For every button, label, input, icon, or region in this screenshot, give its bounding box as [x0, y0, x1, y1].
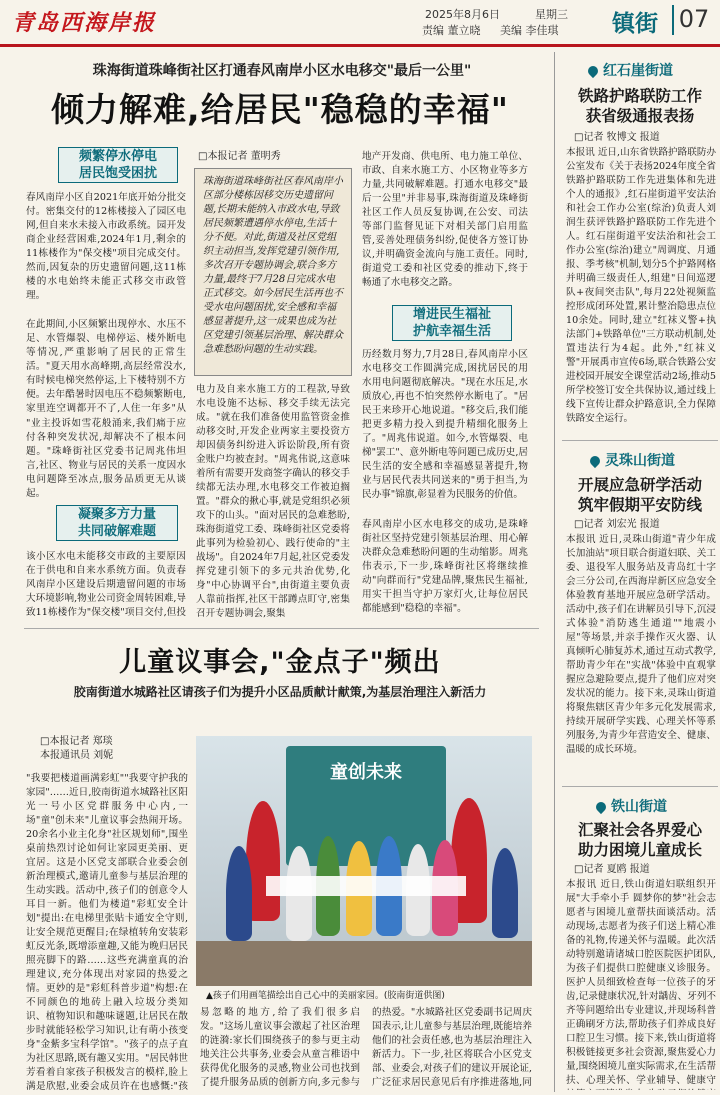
lead-subhead-3 — [392, 305, 512, 341]
second-byline-reporter: □本报记者 郑琰 — [40, 736, 113, 747]
lead-kicker: 珠海街道珠峰街社区打通春风南岸小区水电移交"最后一公里" — [92, 63, 472, 79]
subhead-line: 频繁停水停电 — [78, 149, 157, 164]
lead-col1-para1: 春风南岸小区自2021年底开始分批交付。密集交付的12栋楼接入了园区电网,但自来水未接入市政系统。园开发商企业经营困难,2024年1月,剩余的11栋楼作为"保交楼"项目完成交付。然而,因复杂的历史遗留问题,这11栋楼的水电始终未能正式移交市政管理。 — [26, 192, 186, 301]
side1-byline: □记者 牧博文 报道 — [574, 132, 660, 143]
side2-headline — [560, 475, 720, 515]
headline-line: 获省级通报表扬 — [585, 107, 695, 125]
lead-col1-para2: 在此期间,小区频繁出现停水、水压不足、水管爆裂、电梯停运、楼外断电等情况,严重影响了居民的正常生活。"夏天用水高峰期,高层经常没水,有时候电梯突然停运,上下楼特别不方便。去年酷暑时因电压不稳频繁断电,家里连空调都开不了,人住一年多"从 — [26, 319, 186, 414]
side1-body: 本报讯 近日,山东省铁路护路联防办公室发布《关于表扬2024年度全省铁路护路联防工作先进集体和先进个人的通报》,红石崖街道平安法治和社会工作办公室(综治)负责人刘润生获评铁路护路联防工作先进个人。红石崖街道平安法治和社会工作办公室(综治)建立"周调度、月通报、季考核"机制,划分5个护路网格并明确三级责任人,组建"日间巡逻队+夜间突击队",每月22处视频监控形成闭环处置,累计整治隐患点位10余处。同时,建立"红袜义警+执法部门+铁路单位"三方联动机制,处置违法行为4起。此外,"红袜义警"开展禹市宣传6场,联合铁路公安进校园开展安全课堂活动2场,推动5所学校签订安全共保协议,通过线上线下宣传让群众护路意识,全力保障铁路安全运行。 — [566, 147, 716, 424]
drawings — [266, 876, 466, 896]
headline-line: 铁路护路联防工作 — [577, 87, 702, 105]
issue-weekday: 星期三 — [535, 8, 568, 21]
newspaper-logo: 青岛西海岸报 — [12, 10, 157, 36]
caption-text: 孩子们用画笔描绘出自己心中的美丽家园。(胶南街道供图) — [212, 991, 445, 1001]
side2-body: 本报讯 近日,灵珠山街道"青少年成长加油站"项目联合街道妇联、关工委、退役军人服务站及青岛红十字会三分公司,在西海岸新区应急安全体验教育基地开展应急研学活动。活动中,孩子们在讲解员引导下,沉浸式体验"消防逃生通道""地震小屋"等场景,并亲手操作灭火器、认真倾听心肺复苏术,通过互动式教学,帮助青少年在"实战"体验中直观掌握应急避险要点,提升了他们应对突发状况的能力。接下来,灵珠山街道将聚焦辖区青少年多元化发展需求,持续开展研学实践、心理关怀等系列服务,为青少年营造安全、健康、温暖的成长环境。 — [566, 534, 716, 755]
side3-body: 本报讯 近日,铁山街道妇联组织开展"大手牵小手 圆梦你的梦"社会志愿者与困境儿童帮扶面谈活动。活动现场,志愿者为孩子们送上精心准备的礼物,传递关怀与温暖。此次活动特别邀请诸城口腔医院医护团队,为孩子们提供口腔健康义诊服务。医护人员细致检查每一位孩子的牙齿,记录健康状况,针对龋齿、牙列不齐等问题给出专业建议,并现场科普正确刷牙方法,帮助孩子们养成良好口腔卫生习惯。接下来,铁山街道将积极链接更多社会资源,聚焦爱心力量,围绕困境儿童实际需求,在生活帮扶、心理关怀、学业辅导、健康守 — [566, 879, 716, 1086]
designer-credit: 美编 李佳琪 — [500, 24, 559, 37]
masthead — [0, 0, 720, 47]
child — [492, 848, 518, 938]
child — [226, 846, 252, 941]
headline-line: 筑牢假期平安防线 — [577, 496, 702, 514]
floor — [196, 941, 532, 986]
issue-date: 2025年8月6日 — [425, 8, 500, 21]
side-separator — [562, 786, 718, 787]
lead-byline: □本报记者 董明秀 — [198, 151, 281, 162]
side2-byline: □记者 刘宏光 报道 — [574, 519, 660, 530]
location-pin-icon — [588, 454, 602, 468]
lead-col3-para1: 地产开发商、供电所、电力施工单位、市政、自来水施工方、小区物业等多方力量,共同破解难题。打通水电移交"最后一公里"并非易事,珠海街道及珠峰街社区工作人员反复协调,在公安、司法等部门监督见证下对相关部门启用监管,妥善处理债务纠纷,促使各方签订协议,并明确资金流向与施工责任。同时,街道党工委和社区党委的推动下,终于畅通了水电移交之路。 — [362, 151, 528, 288]
editor-credit: 责编 董立晓 — [422, 24, 481, 37]
headline-line: 助力困境儿童成长 — [577, 841, 702, 859]
photo-caption — [206, 990, 532, 1003]
second-kicker: 胶南街道水城路社区请孩子们为提升小区品质献计献策,为基层治理注入新活力 — [73, 685, 487, 699]
side1-headline — [560, 86, 720, 126]
second-col2-text: 易忽略的地方,给了我们很多启发。"这场儿童议事会激起了社区治理的涟漪:家长们围绕孩子的参与更主动地关注公共事务,业委会从童言稚语中获得优化服务的灵感,物业公司也找到了提升服务品质的创新方向,多元参与 — [200, 1007, 360, 1088]
lead-col3-para2: 历经数月努力,7月28日,春风南岸小区水电移交工作圆满完成,困扰居民的用水用电问题彻底解决。"现在水压足,水质放心,再也不怕突然停水断电了。"居民王来珍开心地说道。"移交后,我们能把更多精力投入到提升精细化服务上了。"周兆伟说道。如今,水管爆裂、电梯"罢工"、意外断电等问题已成历史,居民生活的安全感和幸福感显著提升,物业与居民代表共同送来的"勇于担当,为民办事"锦旗,彰显着为民服务的价值。 — [362, 349, 528, 500]
second-headline: 儿童议事会,"金点子"频出 — [119, 647, 441, 678]
headline-line: 汇聚社会各界爱心 — [577, 821, 702, 839]
story-separator — [24, 628, 539, 629]
subhead-line: 居民饱受困扰 — [78, 166, 157, 181]
side3-headline — [560, 820, 720, 860]
section-title: 镇街 — [612, 11, 658, 37]
lead-subhead-1 — [58, 147, 178, 183]
lead-col3-para3: 春风南岸小区水电移交的成功,是珠峰街社区坚持党建引领基层治理、用心解决群众急难愁盼问题的生动缩影。周兆伟表示,下一步,珠峰街社区将继续推动"向群而行"党建品牌,聚焦民生福祉,用实干担当守护万家灯火,让每位居民都能感到"稳稳的幸福"。 — [362, 519, 528, 614]
kids-photo — [196, 736, 532, 986]
side1-street: 红石崖街道 — [603, 63, 673, 79]
headline-line: 开展应急研学活动 — [577, 476, 702, 494]
location-pin-icon — [594, 800, 608, 814]
second-byline-correspondent: 本报通讯员 刘妮 — [40, 750, 114, 761]
column-divider — [554, 52, 555, 1092]
lead-headline: 倾力解难,给居民"稳稳的幸福" — [51, 90, 509, 129]
second-col3-text: 的热爱。"水城路社区党委副书记周庆国表示,让儿童参与基层治理,既能培养他们的社会责任感,也为基层治理注入新活力。下一步,社区将联合小区党支部、业委会,对孩子们的建议开展论证,广泛征求居民意见后有序推进落地,同 — [372, 1007, 532, 1088]
subhead-line: 护航幸福生活 — [412, 324, 491, 339]
lead-col2-text: 电力及自来水施工方的工程款,导致水电设施不达标、移交手续无法完成。"就在我们准备使用监管资金推动移交时,开发企业两家主要投资方却因债务纠纷进入诉讼阶段,所有资金账户均被查封。"周兆伟说,这意味着所有需要开发商签字确认的移交手续都无法办理,水电移交工作被迫搁置。"群众的揪心事,就是党组织必须攻下的山头。"面对居民的急难愁盼,珠海街道党工委、珠峰街社区党委将此事列为检验初心、践行使命的"主战场"。自2024年7月起,社区党委发挥党建引领下的多元共治优势,化身"中心协调平台",由街道主要负责人靠前指挥,社区干部蹲点盯守,密集召开专题协调会,聚集 — [196, 384, 350, 619]
subhead-line: 共同破解难题 — [77, 524, 156, 539]
lead-intro-box: 珠海街道珠峰街社区春风南岸小区部分楼栋因移交历史遗留问题,长期未能纳入市政水电,导致居民频繁遭遇停水停电,生活十分不便。对此,街道及社区党组织主动担当,发挥党建引领作用,多次召开专题协调会,联合多方力量,最终于7月28日完成水电正式移交。如今居民生活再也不受水电问题困扰,安全感和幸福感显著提升,这一成果也成为社区党建引领基层治理、解决群众急难愁盼问题的生动实践。 — [194, 168, 352, 376]
lead-subhead-2 — [56, 505, 178, 541]
side2-street: 灵珠山街道 — [605, 453, 675, 469]
second-col1-text: "我要把楼道画满彩虹""我要守护我的家园"……近日,胶南街道水城路社区阳光一号小区党群服务中心内,一场"童"创未来"儿童议事会热闹开场。20余名小业主化身"社区规划师",围坐桌前热烈讨论如何让家园更美丽、更宜居。这是小区党支部联合业委会创新治理模式,邀请儿童参与基层治理的生动实践。活动中,孩子们的创意令人耳目一新。他们为楼道"彩虹安全计划"提出:在电梯里张贴卡通安全守则,让安全规范更醒目;在绿植转角安装彩虹反光条,既增添童趣,又能为晚归居民照亮脚下的路……这些充满童真的治理建议,充分体现出对家园的热爱之情。更妙的是"彩虹科普步道"构想:在不同颜色的地砖上融入垃圾分类知识、植物知识和趣味谜题,让居民在散步时就能轻松学习知识,让有萌小孩变身"金紫多宝科学馆"。"孩子的点子直为社区思路,既有趣又实用。"居民韩世芳看着自家孩子积极发言的模样,脸上满是欣慰,业委会成员许在也感慨:"孩 — [26, 773, 188, 1090]
side3-byline: □记者 夏鸥 报道 — [574, 864, 650, 875]
location-pin-icon — [586, 64, 600, 78]
side-separator — [562, 440, 718, 441]
side3-street: 铁山街道 — [611, 799, 667, 815]
caption-marker-icon: ▲ — [206, 991, 213, 1001]
lead-col1-para3: "业主投诉如雪花般涌来,我们痛于应付各种突发状况,却解决不了根本问题。"珠峰街社区党委书记周兆伟坦言,社区、物业与居民的关系一度因水电问题降至冰点,服务品质更无从谈起。 — [26, 418, 186, 499]
subhead-line: 凝聚多方力量 — [77, 507, 156, 522]
page-number: 07 — [672, 5, 714, 35]
subhead-line: 增进民生福祉 — [412, 307, 491, 322]
screen-title: 童创未来 — [330, 762, 402, 783]
lead-col1-para4: 该小区水电未能移交市政的主要原因在于供电和自来水系统方面。负责春风南岸小区建设后期遗留问题的市场大环境影响,物业公司资金周转困难,导致11栋楼作为"保交楼"项目交付,但投 — [26, 551, 186, 618]
